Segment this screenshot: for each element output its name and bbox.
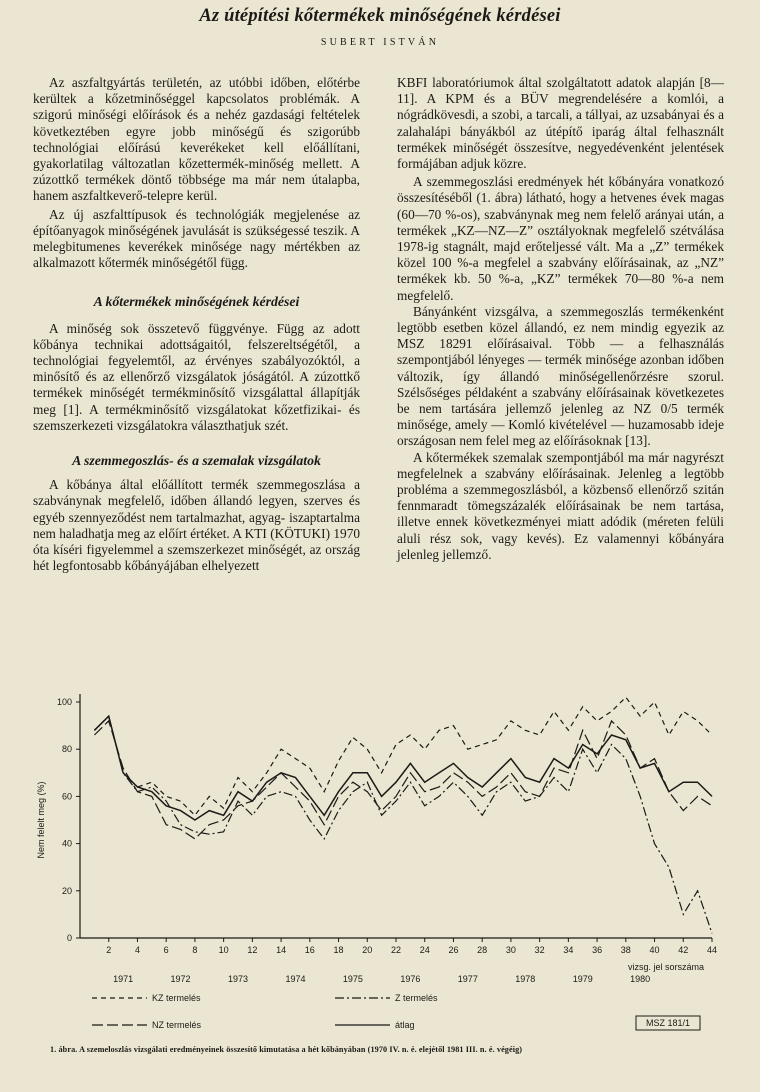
right-column [397, 75, 724, 563]
y-axis-label: Nem felelt meg (%) [36, 781, 46, 859]
chart-marks [94, 697, 712, 933]
x-tick-label: 10 [218, 945, 229, 955]
series-line-solid [94, 716, 712, 820]
section-heading: A szemmegoszlás- és a szemalak vizsgálatok [72, 453, 321, 469]
paragraph: Az aszfaltgyártás területén, az utóbbi időben, előtérbe kerültek a kőzetminőséggel kapcsolatos problémák. A szigorú minőségi előírások és a nehéz gazdasági feltételek következtében egyre jobb minőségű és szigorúbb technológiai előírású keverékeket kell előállítani, gyakorlatilag változatlan kőzettermék-minőség mellett. A zúzottkő termékek döntő többsége ma már nem útalapba, hanem aszfaltkeverő-telepre kerül. [33, 75, 360, 204]
legend-z-label: Z termelés [395, 993, 438, 1003]
figure-caption: 1. ábra. A szemeloszlás vizsgálati eredményeinek összesítő kimutatása a hét kőbányában (1970 IV. n. é. elejétől 1981 III. n. é. végéig) [50, 1045, 523, 1054]
x-tick-label: 28 [477, 945, 488, 955]
figure [0, 660, 760, 1092]
legend-kz-label: KZ termelés [152, 993, 201, 1003]
x-tick-label: 14 [276, 945, 287, 955]
series-line-dashdot [94, 716, 712, 933]
chart-axes [36, 694, 717, 984]
year-label: 1979 [572, 974, 593, 984]
x-tick-label: 16 [304, 945, 315, 955]
x-tick-label: 32 [534, 945, 545, 955]
year-label: 1972 [170, 974, 191, 984]
article-author: SUBERT ISTVÁN [320, 37, 440, 48]
paragraph: A szemmegoszlási eredmények hét kőbányára vonatkozó összesítéséből (1. ábra) látható, hogy a hetvenes évek magas (60—70 %-os), szabványnak meg nem felelő arányai után, a termékek „KZ—NZ—Z” osztályoknak megfelelő szétválása 1978-ig stagnált, majd erőteljessé vált. Ma a „Z” termékek közel 100 %-a megfelel a szabvány előírásainak, az „NZ” termékek kb. 50 %-a, „KZ” termékek 70—80 %-a nem megfelelő. [397, 174, 724, 303]
x-tick-label: 44 [706, 945, 718, 955]
x-tick-label: 42 [678, 945, 689, 955]
y-tick-label: 40 [61, 838, 72, 849]
line-chart [0, 660, 760, 1092]
article-title: Az útépítési kőtermékek minőségének kérdései [199, 6, 561, 26]
year-label: 1971 [113, 974, 134, 984]
y-tick-label: 20 [61, 885, 72, 896]
y-tick-label: 100 [56, 697, 72, 707]
year-label: 1975 [342, 974, 363, 984]
year-label: 1976 [400, 974, 421, 984]
year-label: 1977 [457, 974, 478, 984]
section-heading: A kőtermékek minőségének kérdései [93, 294, 300, 310]
year-label: 1974 [285, 974, 306, 984]
y-tick-label: 0 [66, 933, 72, 943]
legend-nz-label: NZ termelés [152, 1020, 202, 1030]
x-tick-label: 20 [362, 945, 373, 955]
year-label: 1973 [227, 974, 249, 984]
y-tick-label: 80 [61, 744, 72, 755]
standard-box-label: MSZ 181/1 [645, 1018, 691, 1028]
x-tick-label: 40 [649, 945, 660, 955]
series-line-longdash [94, 721, 712, 839]
paragraph: KBFI laboratóriumok által szolgáltatott adatok alapján [8—11]. A KPM és a BÜV megrendelésére a komlói, a nógrádkövesdi, a szobi, a tarcali, a tállyai, az uzsabányai és a zalahalápi bányákból az útépítő iparág által felhasznált termékek minőségét összesítve, negyedévenként jelentések formájában adjuk közre. [397, 75, 724, 172]
paragraph: Az új aszfalttípusok és technológiák megjelenése az építőanyagok minőségének javulását is szükségessé teszik. A melegbitumenes keverékek minősége nagy mértékben az alkalmazott kőtermék minőségétől függ. [33, 206, 360, 271]
x-tick-label: 30 [505, 945, 516, 955]
x-tick-label: 6 [163, 945, 169, 955]
series-line-dashed [94, 697, 712, 815]
x-tick-label: 38 [620, 945, 631, 955]
x-tick-label: 34 [563, 945, 574, 955]
x-tick-label: 4 [134, 945, 140, 955]
y-tick-label: 60 [61, 791, 72, 802]
paragraph: A kőbánya által előállított termék szemmegoszlása a szabványnak megfelelő, időben állandó legyen, szerves és egyéb szennyeződést nem tartalmazhat, agyag- iszaptartalma nem haladhatja meg az előírt értéket. A KTI (KÖTUKI) 1970 óta kíséri figyelemmel a szemszerkezet minőségét, az ország hét legfontosabb kőbányájában elhelyezett [33, 477, 360, 574]
left-column [33, 75, 360, 574]
chart-legend [92, 993, 700, 1030]
x-tick-label: 8 [192, 945, 198, 955]
paragraph: Bányánként vizsgálva, a szemmegoszlás termékenként legtöbb esetben közel állandó, ez nem mindig egyezik az MSZ 18291 előírásaival. Több — a felhasználás szempontjából lényeges — termék minősége azonban időben változik, így állandó minőségellenőrzésre szorul. Szélsőséges példaként a szabvány előírásainak következetes be nem tartására jellemző jelenleg az NZ 0/5 termék minősége, amely — Komló kivételével — huzamosabb ideje országosan nem felel meg az előírásoknak [13]. [397, 303, 724, 449]
x-tick-label: 12 [247, 945, 258, 955]
paragraph: A minőség sok összetevő függvénye. Függ az adott kőbánya technikai adottságaitól, felszereltségétől, a technológiai fegyelemtől, az érvényes szabályozóktól, a minősítő és az ellenőrző vizsgálatok jóságától. A zúzottkő termékek minőségét termékminősítő vizsgálattal állapítják meg [1]. A termékminősítő vizsgálatokat kőzetfizikai- és szemszerkezeti vizsgálatokra választhatjuk szét. [33, 320, 360, 433]
x-tick-label: 26 [448, 945, 459, 955]
x-tick-label: 36 [592, 945, 603, 955]
paragraph: A kőtermékek szemalak szempontjából ma már nagyrészt megfelelnek a szabvány előírásainak. Jelenleg a legtöbb probléma a szemmegoszlásból, a közbenső ellenőrző szitán fennmaradt tömegszázalék előírásainak be nem tartása, illetve ennek következményei miatt adódik (méreten felüli aluli rész sok, vagy kevés). Ez valamennyi kőbányára jelenleg jellemző. [397, 449, 724, 562]
year-label: 1980 [630, 974, 651, 984]
x-tick-label: 18 [333, 945, 344, 955]
x-tick-label: 22 [390, 945, 402, 955]
legend-avg-label: átlag [395, 1020, 415, 1030]
x-tick-label: 24 [419, 945, 430, 955]
x-tick-label: 2 [106, 945, 112, 955]
x-axis-label: vizsg. jel sorszáma [627, 962, 704, 972]
year-label: 1978 [515, 974, 536, 984]
